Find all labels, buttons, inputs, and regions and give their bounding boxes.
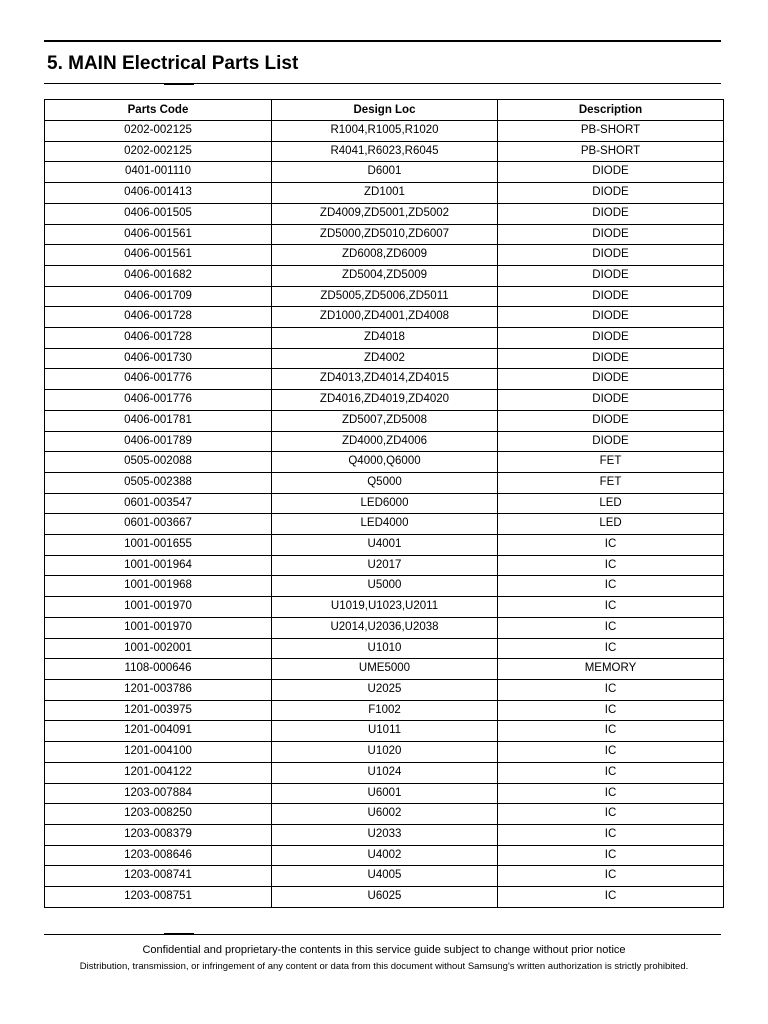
description-cell: PB-SHORT — [498, 141, 724, 162]
design-loc-cell: ZD5007,ZD5008 — [272, 410, 498, 431]
parts-code-cell: 0406-001781 — [45, 410, 272, 431]
table-row — [45, 472, 724, 493]
description-cell: DIODE — [498, 245, 724, 266]
table-row — [45, 141, 724, 162]
description-cell: DIODE — [498, 328, 724, 349]
parts-code-cell: 1201-004122 — [45, 762, 272, 783]
design-loc-cell: ZD5005,ZD5006,ZD5011 — [272, 286, 498, 307]
description-cell: IC — [498, 535, 724, 556]
description-cell: IC — [498, 679, 724, 700]
design-loc-cell: UME5000 — [272, 659, 498, 680]
table-row — [45, 617, 724, 638]
footer-confidential-notice: Confidential and proprietary-the contents in this service guide subject to change without prior notice — [142, 944, 626, 956]
description-cell: DIODE — [498, 410, 724, 431]
description-cell: IC — [498, 824, 724, 845]
parts-code-cell: 1001-001968 — [45, 576, 272, 597]
design-loc-cell: U1010 — [272, 638, 498, 659]
description-cell: PB-SHORT — [498, 121, 724, 142]
table-row — [45, 431, 724, 452]
description-cell: DIODE — [498, 162, 724, 183]
parts-code-cell: 0406-001728 — [45, 328, 272, 349]
table-row — [45, 576, 724, 597]
parts-code-cell: 0406-001728 — [45, 307, 272, 328]
parts-table — [44, 99, 724, 908]
parts-code-cell: 1201-004091 — [45, 721, 272, 742]
design-loc-cell: ZD1001 — [272, 183, 498, 204]
table-row — [45, 348, 724, 369]
design-loc-cell: U2033 — [272, 824, 498, 845]
design-loc-cell: Q5000 — [272, 472, 498, 493]
title-underline — [44, 83, 721, 84]
description-cell: DIODE — [498, 307, 724, 328]
description-cell: LED — [498, 514, 724, 535]
parts-code-cell: 0202-002125 — [45, 121, 272, 142]
description-cell: DIODE — [498, 348, 724, 369]
parts-code-cell: 0601-003667 — [45, 514, 272, 535]
table-row — [45, 410, 724, 431]
parts-code-cell: 0406-001789 — [45, 431, 272, 452]
parts-code-cell: 1001-001970 — [45, 597, 272, 618]
column-header-description: Description — [498, 100, 724, 121]
description-cell: IC — [498, 804, 724, 825]
design-loc-cell: U4002 — [272, 845, 498, 866]
description-cell: DIODE — [498, 390, 724, 411]
description-cell: IC — [498, 576, 724, 597]
description-cell: IC — [498, 742, 724, 763]
parts-code-cell: 0406-001709 — [45, 286, 272, 307]
footer-rule-accent — [164, 933, 194, 935]
description-cell: IC — [498, 866, 724, 887]
description-cell: FET — [498, 472, 724, 493]
design-loc-cell: ZD4018 — [272, 328, 498, 349]
description-cell: LED — [498, 493, 724, 514]
design-loc-cell: ZD4000,ZD4006 — [272, 431, 498, 452]
design-loc-cell: D6001 — [272, 162, 498, 183]
description-cell: IC — [498, 762, 724, 783]
table-row — [45, 679, 724, 700]
design-loc-cell: U1011 — [272, 721, 498, 742]
design-loc-cell: U2017 — [272, 555, 498, 576]
design-loc-cell: R1004,R1005,R1020 — [272, 121, 498, 142]
footer-copyright-notice: Distribution, transmission, or infringement of any content or data from this document without Samsung's written authorization is strictly prohibited. — [79, 961, 689, 972]
parts-code-cell: 1201-003975 — [45, 700, 272, 721]
table-row — [45, 597, 724, 618]
design-loc-cell: LED6000 — [272, 493, 498, 514]
design-loc-cell: U1019,U1023,U2011 — [272, 597, 498, 618]
design-loc-cell: U1020 — [272, 742, 498, 763]
description-cell: IC — [498, 887, 724, 908]
top-rule — [44, 40, 721, 42]
parts-code-cell: 0406-001561 — [45, 224, 272, 245]
table-row — [45, 203, 724, 224]
table-row — [45, 555, 724, 576]
table-row — [45, 183, 724, 204]
parts-code-cell: 0406-001776 — [45, 390, 272, 411]
table-row — [45, 245, 724, 266]
description-cell: IC — [498, 597, 724, 618]
parts-code-cell: 0505-002088 — [45, 452, 272, 473]
description-cell: DIODE — [498, 203, 724, 224]
table-row — [45, 866, 724, 887]
table-row — [45, 514, 724, 535]
design-loc-cell: U5000 — [272, 576, 498, 597]
design-loc-cell: R4041,R6023,R6045 — [272, 141, 498, 162]
table-row — [45, 224, 724, 245]
table-row — [45, 638, 724, 659]
design-loc-cell: ZD4016,ZD4019,ZD4020 — [272, 390, 498, 411]
design-loc-cell: ZD1000,ZD4001,ZD4008 — [272, 307, 498, 328]
design-loc-cell: U4001 — [272, 535, 498, 556]
table-row — [45, 783, 724, 804]
table-row — [45, 824, 724, 845]
table-row — [45, 535, 724, 556]
description-cell: FET — [498, 452, 724, 473]
description-cell: DIODE — [498, 265, 724, 286]
table-row — [45, 721, 724, 742]
design-loc-cell: ZD5004,ZD5009 — [272, 265, 498, 286]
description-cell: DIODE — [498, 224, 724, 245]
table-row — [45, 804, 724, 825]
design-loc-cell: ZD4002 — [272, 348, 498, 369]
parts-code-cell: 0406-001561 — [45, 245, 272, 266]
design-loc-cell: U6002 — [272, 804, 498, 825]
table-row — [45, 742, 724, 763]
table-row — [45, 700, 724, 721]
description-cell: IC — [498, 555, 724, 576]
design-loc-cell: U6001 — [272, 783, 498, 804]
table-row — [45, 659, 724, 680]
table-row — [45, 307, 724, 328]
table-row — [45, 845, 724, 866]
table-row — [45, 162, 724, 183]
description-cell: IC — [498, 638, 724, 659]
description-cell: IC — [498, 845, 724, 866]
table-row — [45, 328, 724, 349]
parts-code-cell: 1203-007884 — [45, 783, 272, 804]
table-row — [45, 452, 724, 473]
design-loc-cell: U4005 — [272, 866, 498, 887]
design-loc-cell: Q4000,Q6000 — [272, 452, 498, 473]
table-row — [45, 887, 724, 908]
description-cell: DIODE — [498, 431, 724, 452]
description-cell: IC — [498, 700, 724, 721]
parts-code-cell: 1201-004100 — [45, 742, 272, 763]
parts-code-cell: 0406-001505 — [45, 203, 272, 224]
table-row — [45, 121, 724, 142]
parts-code-cell: 0401-001110 — [45, 162, 272, 183]
design-loc-cell: U1024 — [272, 762, 498, 783]
page-title: 5. MAIN Electrical Parts List — [47, 53, 299, 74]
design-loc-cell: U6025 — [272, 887, 498, 908]
design-loc-cell: ZD6008,ZD6009 — [272, 245, 498, 266]
parts-code-cell: 1001-001964 — [45, 555, 272, 576]
table-row — [45, 390, 724, 411]
parts-table-body — [45, 121, 724, 908]
parts-code-cell: 1001-002001 — [45, 638, 272, 659]
description-cell: IC — [498, 783, 724, 804]
parts-code-cell: 1203-008646 — [45, 845, 272, 866]
footer-rule — [44, 934, 721, 935]
parts-code-cell: 1203-008379 — [45, 824, 272, 845]
design-loc-cell: U2014,U2036,U2038 — [272, 617, 498, 638]
title-underline-accent — [164, 83, 194, 85]
description-cell: IC — [498, 721, 724, 742]
table-row — [45, 762, 724, 783]
parts-code-cell: 0505-002388 — [45, 472, 272, 493]
parts-code-cell: 0601-003547 — [45, 493, 272, 514]
table-row — [45, 493, 724, 514]
parts-code-cell: 1201-003786 — [45, 679, 272, 700]
parts-code-cell: 1001-001655 — [45, 535, 272, 556]
parts-code-cell: 0406-001413 — [45, 183, 272, 204]
design-loc-cell: U2025 — [272, 679, 498, 700]
column-header-parts-code: Parts Code — [45, 100, 272, 121]
parts-code-cell: 1203-008250 — [45, 804, 272, 825]
parts-code-cell: 0202-002125 — [45, 141, 272, 162]
design-loc-cell: ZD5000,ZD5010,ZD6007 — [272, 224, 498, 245]
parts-code-cell: 0406-001682 — [45, 265, 272, 286]
design-loc-cell: LED4000 — [272, 514, 498, 535]
description-cell: DIODE — [498, 286, 724, 307]
parts-code-cell: 0406-001730 — [45, 348, 272, 369]
column-header-design-loc: Design Loc — [272, 100, 498, 121]
table-header-row — [45, 100, 724, 121]
design-loc-cell: ZD4013,ZD4014,ZD4015 — [272, 369, 498, 390]
parts-code-cell: 0406-001776 — [45, 369, 272, 390]
description-cell: MEMORY — [498, 659, 724, 680]
parts-code-cell: 1203-008741 — [45, 866, 272, 887]
description-cell: IC — [498, 617, 724, 638]
table-row — [45, 265, 724, 286]
parts-code-cell: 1203-008751 — [45, 887, 272, 908]
design-loc-cell: ZD4009,ZD5001,ZD5002 — [272, 203, 498, 224]
parts-code-cell: 1001-001970 — [45, 617, 272, 638]
table-row — [45, 286, 724, 307]
parts-code-cell: 1108-000646 — [45, 659, 272, 680]
description-cell: DIODE — [498, 369, 724, 390]
table-row — [45, 369, 724, 390]
description-cell: DIODE — [498, 183, 724, 204]
design-loc-cell: F1002 — [272, 700, 498, 721]
